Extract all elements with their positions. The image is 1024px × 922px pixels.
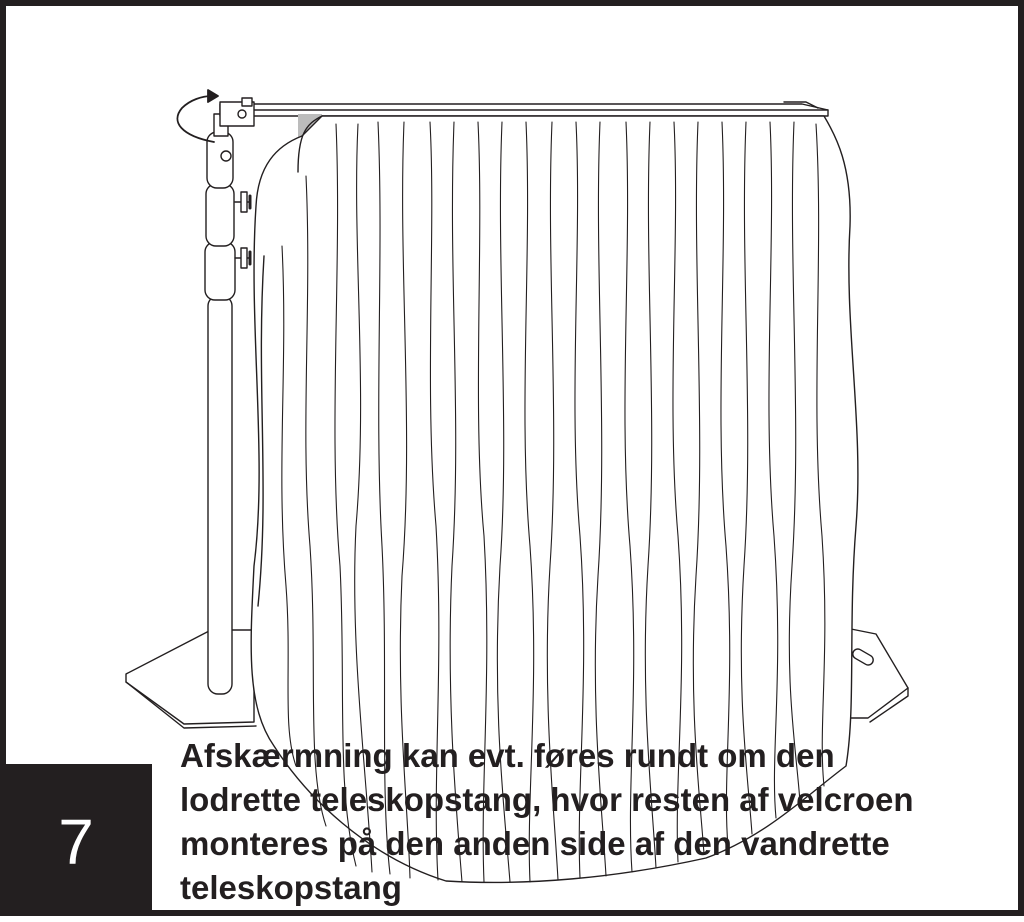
caption-line-1: Afskærmning kan evt. føres rundt om den bbox=[180, 737, 835, 774]
instruction-caption bbox=[180, 734, 1010, 910]
step-number-badge bbox=[0, 764, 152, 916]
base-plate bbox=[126, 630, 256, 728]
base-plate-right bbox=[846, 628, 908, 722]
caption-line-2: lodrette teleskopstang, hvor resten af velcroen bbox=[180, 781, 914, 818]
caption-line-4: teleskopstang bbox=[180, 869, 402, 906]
caption-line-3: monteres på den anden side af den vandrette bbox=[180, 825, 890, 862]
step-number: 7 bbox=[58, 806, 94, 878]
vertical-telescopic-pole bbox=[205, 114, 250, 694]
